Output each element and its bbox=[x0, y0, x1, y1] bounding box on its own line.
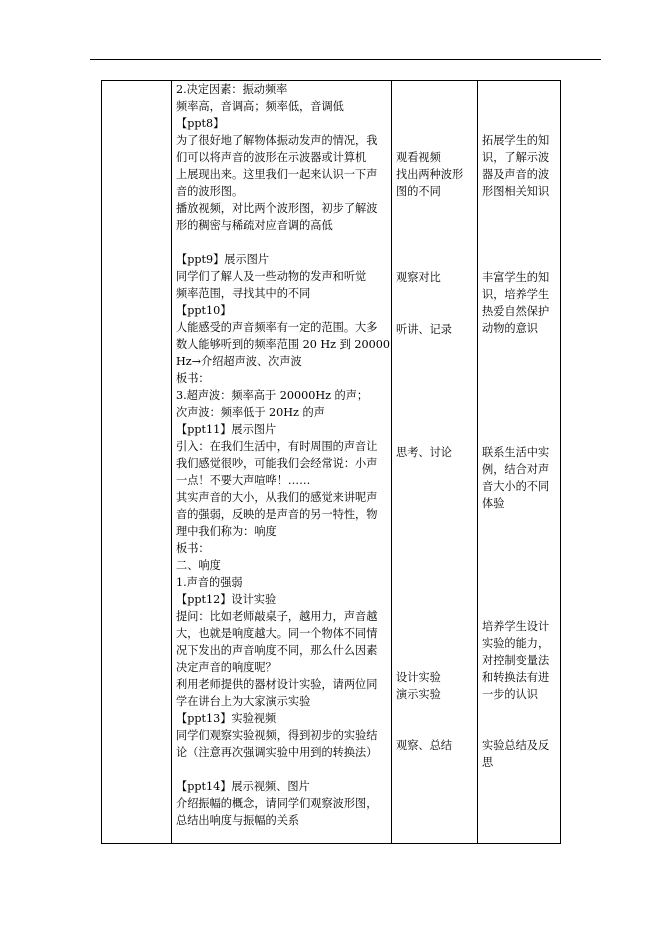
teacher-activity-line: 频率高，音调高；频率低，音调低 bbox=[176, 100, 344, 113]
teacher-activity-line: 大，也就是响度越大。同一个物体不同情 bbox=[176, 627, 378, 640]
student-activity-line: 观察、总结 bbox=[396, 739, 452, 752]
teacher-activity-line: 其实声音的大小，从我们的感觉来讲呢声 bbox=[176, 491, 378, 504]
teacher-activity-line: 提问：比如老师敲桌子，越用力，声音越 bbox=[176, 610, 378, 623]
teacher-activity-line: 【ppt9】展示图片 bbox=[176, 253, 270, 266]
student-activity-line: 图的不同 bbox=[396, 185, 441, 198]
teacher-activity-line: 介绍振幅的概念，请同学们观察波形图， bbox=[176, 797, 378, 810]
design-intent-line: 一步的认识 bbox=[482, 688, 538, 701]
design-intent-line: 和转换法有进 bbox=[482, 671, 550, 684]
teacher-activity-line: 学在讲台上为大家演示实验 bbox=[176, 695, 311, 708]
teacher-activity-line: 2.决定因素：振动频率 bbox=[176, 83, 288, 96]
teacher-activity-line: 频率范围，寻找其中的不同 bbox=[176, 287, 311, 300]
design-intent-line: 对控制变量法 bbox=[482, 654, 550, 667]
student-activity-cell bbox=[396, 444, 474, 461]
student-activity-line: 观察对比 bbox=[396, 271, 441, 284]
teacher-activity-line: 理中我们称为：响度 bbox=[176, 525, 277, 538]
design-intent-line: 识，了解示波 bbox=[482, 151, 550, 164]
design-intent-line: 实验的能力， bbox=[482, 637, 550, 650]
teacher-activity-line: 【ppt14】展示视频、图片 bbox=[176, 780, 310, 793]
design-intent-line: 例，结合对声 bbox=[482, 463, 550, 476]
teacher-activity-line: 音的波形图。 bbox=[176, 185, 244, 198]
teacher-activity-line: 【ppt12】设计实验 bbox=[176, 593, 277, 606]
lesson-table bbox=[101, 80, 561, 844]
teacher-activity-line: 同学们了解人及一些动物的发声和听觉 bbox=[176, 270, 367, 283]
student-activity-line: 演示实验 bbox=[396, 688, 441, 701]
student-activity-line: 设计实验 bbox=[396, 671, 441, 684]
design-intent-line: 动物的意识 bbox=[482, 322, 538, 335]
design-intent-line: 识，培养学生 bbox=[482, 288, 550, 301]
design-intent-line: 热爱自然保护 bbox=[482, 305, 550, 318]
design-intent-line: 器及声音的波 bbox=[482, 168, 550, 181]
teacher-activity-line: 二、响度 bbox=[176, 559, 221, 572]
teacher-activity-line: 总结出响度与振幅的关系 bbox=[176, 814, 300, 827]
design-intent-line: 丰富学生的知 bbox=[482, 271, 550, 284]
teacher-activity-line: 们可以将声音的波形在示波器或计算机 bbox=[176, 151, 367, 164]
teacher-activity-line: 数人能够听到的频率范围 20 Hz 到 20000 bbox=[176, 338, 390, 351]
teacher-activity-line: 3.超声波：频率高于 20000Hz 的声； bbox=[176, 389, 369, 402]
teacher-activity-line: 为了很好地了解物体振动发声的情况，我 bbox=[176, 134, 378, 147]
teacher-activity-line: 【ppt10】 bbox=[176, 304, 232, 317]
design-intent-line: 体验 bbox=[482, 497, 505, 510]
design-intent-line: 培养学生设计 bbox=[482, 620, 550, 633]
student-activity-cell bbox=[396, 149, 474, 200]
teacher-activity-line: 播放视频，对比两个波形图，初步了解波 bbox=[176, 202, 378, 215]
teacher-activity-line: 【ppt11】展示图片 bbox=[176, 423, 277, 436]
design-intent-line: 形图相关知识 bbox=[482, 185, 550, 198]
student-activity-cell bbox=[396, 669, 474, 703]
teacher-activity-line: 我们感觉很吵，可能我们会经常说：小声 bbox=[176, 457, 378, 470]
teacher-activity-line: 音的强弱，反映的是声音的另一特性，物 bbox=[176, 508, 378, 521]
column-divider-2 bbox=[391, 81, 392, 843]
teacher-activity-line: 论（注意再次强调实验中用到的转换法） bbox=[176, 746, 378, 759]
teacher-activity-line: 一点！不要大声喧哗！…… bbox=[176, 474, 311, 487]
design-intent-line: 思 bbox=[482, 756, 494, 769]
teacher-activity-line: 决定声音的响度呢？ bbox=[176, 661, 277, 674]
teacher-activity-line: 【ppt8】 bbox=[176, 117, 225, 130]
student-activity-line: 听讲、记录 bbox=[396, 323, 452, 336]
column-divider-1 bbox=[171, 81, 172, 843]
teacher-activity-cell bbox=[176, 81, 390, 829]
column-divider-3 bbox=[477, 81, 478, 843]
teacher-activity-line: 同学们观察实验视频，得到初步的实验结 bbox=[176, 729, 378, 742]
teacher-activity-line: 次声波：频率低于 20Hz 的声 bbox=[176, 406, 325, 419]
student-activity-line: 找出两种波形 bbox=[396, 168, 464, 181]
teacher-activity-line: 板书： bbox=[176, 542, 210, 555]
blank-line bbox=[176, 761, 390, 778]
header-rule bbox=[90, 59, 601, 60]
design-intent-cell bbox=[482, 737, 558, 771]
design-intent-cell bbox=[482, 618, 558, 703]
teacher-activity-line: 引入：在我们生活中，有时周围的声音让 bbox=[176, 440, 378, 453]
teacher-activity-line: 1.声音的强弱 bbox=[176, 576, 243, 589]
design-intent-cell bbox=[482, 132, 558, 200]
teacher-activity-line: 上展现出来。这里我们一起来认识一下声 bbox=[176, 168, 378, 181]
teacher-activity-line: 形的稠密与稀疏对应音调的高低 bbox=[176, 219, 333, 232]
student-activity-cell bbox=[396, 321, 474, 338]
design-intent-cell bbox=[482, 269, 558, 337]
teacher-activity-line: 【ppt13】实验视频 bbox=[176, 712, 277, 725]
blank-line bbox=[176, 234, 390, 251]
teacher-activity-line: 板书： bbox=[176, 372, 210, 385]
teacher-activity-line: Hz→介绍超声波、次声波 bbox=[176, 355, 302, 368]
design-intent-line: 实验总结及反 bbox=[482, 739, 550, 752]
design-intent-line: 音大小的不同 bbox=[482, 480, 550, 493]
student-activity-cell bbox=[396, 737, 474, 754]
teacher-activity-line: 利用老师提供的器材设计实验，请两位同 bbox=[176, 678, 378, 691]
design-intent-line: 拓展学生的知 bbox=[482, 134, 550, 147]
teacher-activity-line: 人能感受的声音频率有一定的范围。大多 bbox=[176, 321, 378, 334]
design-intent-cell bbox=[482, 444, 558, 512]
teacher-activity-line: 况下发出的声音响度不同，那么什么因素 bbox=[176, 644, 378, 657]
student-activity-line: 观看视频 bbox=[396, 151, 441, 164]
design-intent-line: 联系生活中实 bbox=[482, 446, 550, 459]
student-activity-cell bbox=[396, 269, 474, 286]
student-activity-line: 思考、讨论 bbox=[396, 446, 452, 459]
